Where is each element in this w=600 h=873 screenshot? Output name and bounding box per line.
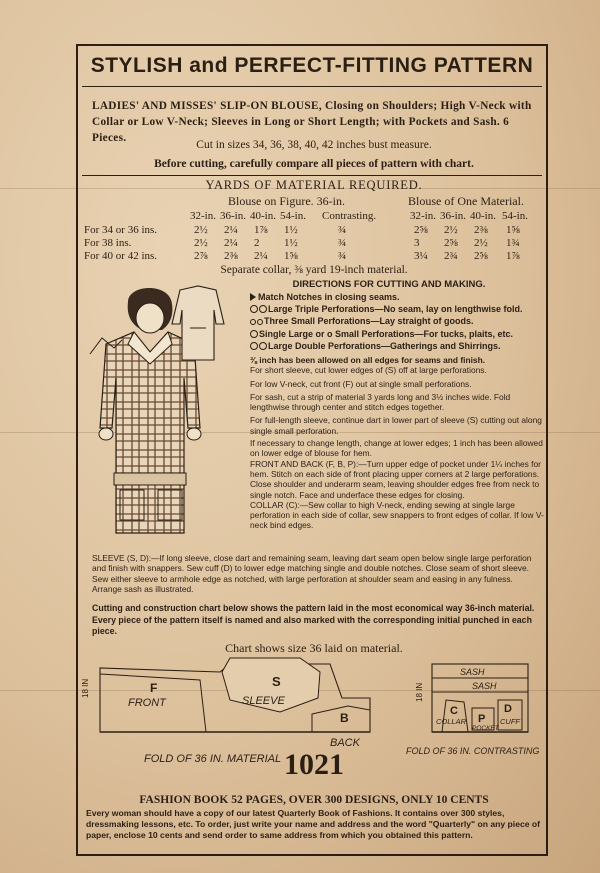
piece-label: D xyxy=(504,703,512,715)
piece-label: SASH xyxy=(460,667,485,677)
piece-label: CUFF xyxy=(500,717,520,726)
collar-detail-sketch xyxy=(88,336,124,356)
yards-cell: 2⅝ xyxy=(444,237,458,249)
yards-cell: 2¼ xyxy=(224,237,238,249)
yards-cell: 1½ xyxy=(284,224,298,236)
yards-cell: 2⅜ xyxy=(474,224,488,236)
direction-paragraph: COLLAR (C):—Sew collar to high V-neck, ending sewing at single large perforation in each side of collar, sew snappers to front edges of collar. If low V-neck bind edges. xyxy=(250,499,544,531)
yards-row xyxy=(84,224,546,237)
yards-cell: 1½ xyxy=(284,237,298,249)
yards-cell: 2¼ xyxy=(254,250,268,262)
direction-paragraph: For sash, cut a strip of material 3 yards long and 3½ inches wide. Fold lengthwise through center and stitch edges together. xyxy=(250,391,511,413)
piece-label: S xyxy=(272,674,281,689)
col-header: 32-in. xyxy=(190,210,216,222)
yards-cell: 2⅝ xyxy=(474,250,488,262)
direction-paragraph: For low V-neck, cut front (F) out at single small perforations. xyxy=(250,378,472,389)
title-rule xyxy=(82,86,542,87)
col-header: 36-in. xyxy=(220,210,246,222)
direction-paragraph: If necessary to change length, change at lower edges; 1 inch has been allowed on lower edge of blouse for hem. xyxy=(250,438,543,459)
yards-group-one-material: Blouse of One Material. xyxy=(408,194,524,208)
piece-label: SASH xyxy=(472,681,497,691)
yards-row-label: For 38 ins. xyxy=(84,237,132,249)
triple-perforation-icon xyxy=(250,304,268,314)
chart-caption: Chart shows size 36 laid on material. xyxy=(225,641,403,655)
double-perforation-icon xyxy=(250,341,268,351)
col-header: 40-in. xyxy=(250,210,276,222)
pattern-description: LADIES' AND MISSES' SLIP-ON BLOUSE, Closing on Shoulders; High V-Neck with Collar or Low V-Neck; Sleeves in Long or Short Length; with Pockets and Sash. 6 Pieces. xyxy=(92,100,532,144)
yards-cell: ¾ xyxy=(338,237,347,249)
small-perforation-icon xyxy=(250,316,264,326)
yards-cell: 1⅞ xyxy=(506,250,520,262)
yards-cell: 1⅞ xyxy=(254,224,268,236)
compare-line: Before cutting, carefully compare all pieces of pattern with chart. xyxy=(154,158,474,170)
sizes-line: Cut in sizes 34, 36, 38, 40, 42 inches bust measure. xyxy=(196,139,432,151)
fashion-book-heading: FASHION BOOK 52 PAGES, OVER 300 DESIGNS, ONLY 10 CENTS xyxy=(139,794,489,806)
yards-heading: YARDS OF MATERIAL REQUIRED. xyxy=(205,178,423,192)
sleeve-directions: SLEEVE (S, D):—If long sleeve, close dart and remaining seam, leaving dart seam open below single large perforation and finish with snappers. Sew cuff (D) to lower edge matching single and double notches. Close seam of short sleeve. Sew either sleeve to armhole edge as notched, with large perforation at shoulder seam and easing in any fulness. Arrange sash as illustrated. xyxy=(92,553,532,594)
yards-cell: 2 xyxy=(254,237,260,249)
yards-cell: 2⅝ xyxy=(414,224,428,236)
piece-label: POCKET xyxy=(472,725,499,732)
piece-label: SLEEVE xyxy=(242,695,285,707)
yards-cell: 1⅝ xyxy=(284,250,298,262)
legend-large-triple: Large Triple Perforations—No seam, lay on lengthwise fold. xyxy=(250,303,546,315)
direction-paragraph: For short sleeve, cut lower edges of (S) off at large perforations. xyxy=(250,365,487,376)
yards-col-headers xyxy=(84,210,546,224)
yards-cell: ¾ xyxy=(338,224,347,236)
chart-note: Cutting and construction chart below shows the pattern laid in the most economical way 36-inch material. Every piece of the pattern itself is named and also marked with the corresponding initial punched in each piece. xyxy=(92,603,535,636)
fold-label: FOLD OF 36 IN. CONTRASTING xyxy=(406,746,540,756)
piece-label: P xyxy=(478,713,486,725)
pattern-envelope-frame xyxy=(76,44,548,856)
yards-row-label: For 40 or 42 ins. xyxy=(84,250,158,262)
yards-cell: 1¾ xyxy=(506,237,520,249)
col-header: 32-in. xyxy=(410,210,436,222)
section-rule xyxy=(82,175,542,176)
yards-table xyxy=(84,210,546,263)
col-header: 36-in. xyxy=(440,210,466,222)
yards-row-label: For 34 or 36 ins. xyxy=(84,224,158,236)
legend-single: Single Large or o Small Perforations—For tucks, plaits, etc. xyxy=(250,328,546,340)
fold-label: FOLD OF 36 IN. MATERIAL xyxy=(144,753,282,765)
yards-cell: 2½ xyxy=(474,237,488,249)
yards-cell: 2½ xyxy=(444,224,458,236)
col-header: 40-in. xyxy=(470,210,496,222)
page-title: STYLISH and PERFECT-FITTING PATTERN xyxy=(90,54,534,77)
perforation-legend xyxy=(250,291,546,352)
direction-paragraph: ⅜ inch has been allowed on all edges for seams and finish. xyxy=(250,355,486,365)
width-label: 18 IN xyxy=(81,678,90,698)
blouse-back-illustration xyxy=(170,284,226,364)
legend-double: Large Double Perforations—Gatherings and Shirrings. xyxy=(250,340,546,352)
yards-row xyxy=(84,250,546,263)
layout-contrasting xyxy=(406,664,539,756)
yards-cell: 2½ xyxy=(194,224,208,236)
piece-label: FRONT xyxy=(128,697,166,709)
yards-cell: 2¾ xyxy=(444,250,458,262)
col-header: 54-in. xyxy=(502,210,528,222)
direction-paragraph: FRONT AND BACK (F, B, P):—Turn upper edge of pocket under 1¼ inches for hem. Stitch on each side of front placing upper corners at 2 large perforations. Close shoulder and underarm seam, leaving shoulder edges free from neck to single notch. Face and underface these edges for closing. xyxy=(250,458,541,500)
yards-cell: 2½ xyxy=(194,237,208,249)
piece-label: B xyxy=(340,711,349,725)
yards-rows xyxy=(84,224,546,263)
notch-icon xyxy=(250,293,256,301)
yards-cell: 1⅝ xyxy=(506,224,520,236)
yards-cell: ¾ xyxy=(338,250,347,262)
direction-paragraph: For full-length sleeve, continue dart in lower part of sleeve (S) cutting out along single small perforation. xyxy=(250,415,542,436)
piece-label: F xyxy=(150,681,158,695)
directions-text xyxy=(250,355,544,531)
col-header: Contrasting. xyxy=(322,210,377,222)
piece-label: C xyxy=(450,705,458,717)
yards-cell: 2⅞ xyxy=(194,250,208,262)
legend-three-small: Three Small Perforations—Lay straight of goods. xyxy=(250,315,546,327)
yards-cell: 3 xyxy=(414,237,420,249)
single-perforation-icon xyxy=(250,329,259,339)
yards-cell: 2⅜ xyxy=(224,250,238,262)
col-header: 54-in. xyxy=(280,210,306,222)
pattern-number: 1021 xyxy=(284,748,344,781)
width-label: 18 IN xyxy=(415,682,424,702)
separate-collar: Separate collar, ⅜ yard 19-inch material. xyxy=(220,264,408,276)
piece-label: COLLAR xyxy=(436,717,467,726)
fashion-book-text: Every woman should have a copy of our latest Quarterly Book of Fashions. It contains over 300 styles, dressmaking lessons, etc. To order, just write your name and address and the word "Quarterly" on any piece of paper, enclose 10 cents and send order to same address from which you obtained this pattern. xyxy=(86,808,541,840)
directions-heading: DIRECTIONS FOR CUTTING AND MAKING. xyxy=(292,279,486,290)
piece-label: BACK xyxy=(330,737,360,749)
yards-group-figure: Blouse on Figure. 36-in. xyxy=(228,194,345,208)
yards-row xyxy=(84,237,546,250)
yards-cell: 3¼ xyxy=(414,250,428,262)
legend-notches: Match Notches in closing seams. xyxy=(250,291,546,303)
yards-cell: 2¼ xyxy=(224,224,238,236)
